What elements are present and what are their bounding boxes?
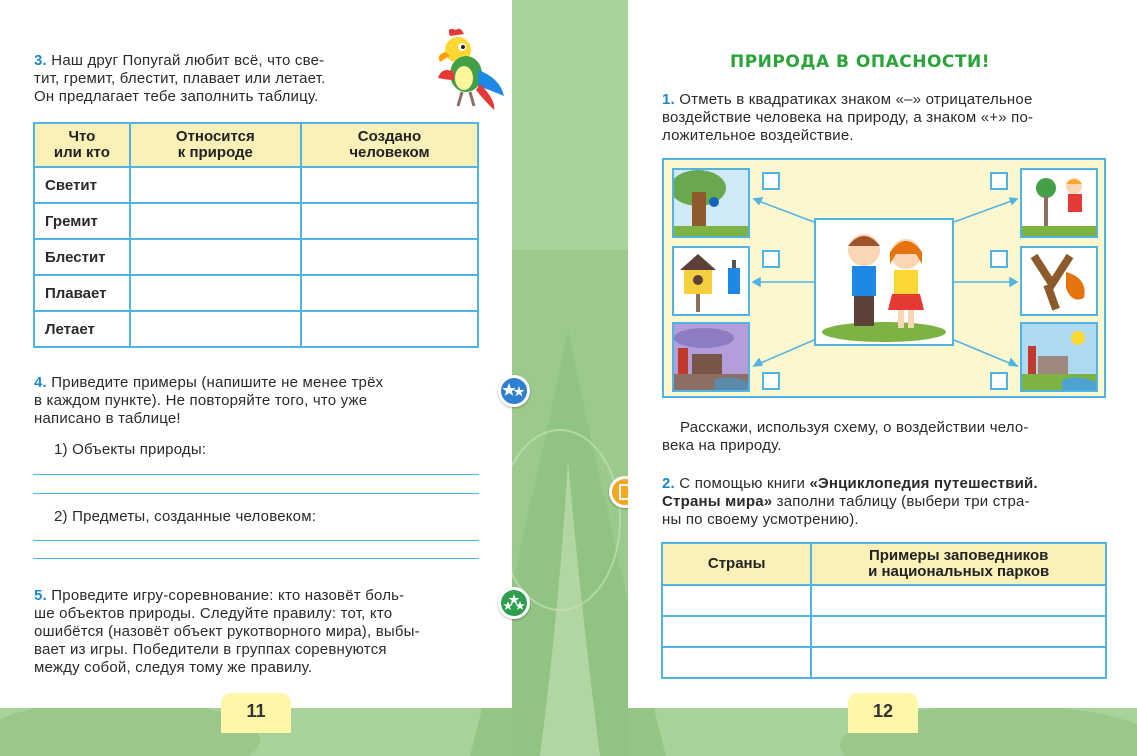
girl-planting-tree-picture xyxy=(1020,168,1098,238)
task4-item1: 1) Объекты природы: xyxy=(54,441,207,458)
task1-line3: ложительное воздействие. xyxy=(662,127,854,144)
table-row xyxy=(662,616,1106,647)
cell-input[interactable] xyxy=(301,203,478,239)
cell-input[interactable] xyxy=(130,167,301,203)
col-header-nature: Относится к природе xyxy=(130,123,301,167)
task3-number: 3. xyxy=(34,52,47,69)
cell-input[interactable] xyxy=(662,585,811,616)
col-header-parks: Примеры заповедников и национальных парков xyxy=(811,543,1106,585)
retell-line1: Расскажи, используя схему, о воздействии чело- xyxy=(680,419,1029,436)
mark-box-planting[interactable] xyxy=(990,172,1008,190)
task4-item2: 2) Предметы, созданные человеком: xyxy=(54,508,317,525)
table-row xyxy=(662,585,1106,616)
impact-scheme xyxy=(662,158,1106,398)
task2-text xyxy=(662,475,1108,529)
table-row xyxy=(662,647,1106,678)
task1-number: 1. xyxy=(662,91,675,108)
task2-book-title-1: «Энциклопедия путешествий. xyxy=(809,475,1038,492)
children-picture xyxy=(814,218,954,346)
row-label-thunders: Гремит xyxy=(34,203,130,239)
cell-input[interactable] xyxy=(811,585,1106,616)
cell-input[interactable] xyxy=(301,311,478,347)
row-label-glitters: Блестит xyxy=(34,239,130,275)
mark-box-birdhouse[interactable] xyxy=(762,250,780,268)
mark-box-polluted-factory[interactable] xyxy=(762,372,780,390)
row-label-swims: Плавает xyxy=(34,275,130,311)
table-nature-vs-man xyxy=(33,122,479,348)
task3-line2: тит, гремит, блестит, плавает или летает. xyxy=(34,70,326,87)
retell-text xyxy=(662,419,1110,455)
cell-input[interactable] xyxy=(662,647,811,678)
cell-input[interactable] xyxy=(662,616,811,647)
answer-line[interactable] xyxy=(33,558,479,559)
mark-box-slingshot[interactable] xyxy=(990,250,1008,268)
group-work-badge xyxy=(498,587,530,619)
tree-woodpecker-picture xyxy=(672,168,750,238)
cell-input[interactable] xyxy=(301,167,478,203)
polluted-factory-picture xyxy=(672,322,750,392)
birdhouse-picture xyxy=(672,246,750,316)
mark-box-tree[interactable] xyxy=(762,172,780,190)
task2-line1-pre: С помощью книги xyxy=(679,475,810,492)
answer-line[interactable] xyxy=(33,540,479,541)
task2-book-title-2: Страны мира» xyxy=(662,493,773,510)
pair-work-badge xyxy=(498,375,530,407)
page-title: ПРИРОДА В ОПАСНОСТИ! xyxy=(730,52,990,72)
parrot-illustration xyxy=(420,26,506,110)
cell-input[interactable] xyxy=(301,275,478,311)
table-countries-parks xyxy=(661,542,1107,679)
task4-text xyxy=(34,374,480,428)
col-header-countries: Страны xyxy=(662,543,811,585)
retell-line2: века на природу. xyxy=(662,437,782,454)
task4-line3: написано в таблице! xyxy=(34,410,181,427)
page-number-left: 11 xyxy=(221,693,291,733)
cell-input[interactable] xyxy=(811,647,1106,678)
cell-input[interactable] xyxy=(811,616,1106,647)
left-page xyxy=(0,0,512,708)
task5-line5: между собой, следуя тому же правилу. xyxy=(34,659,313,676)
col-header-man-made: Создано человеком xyxy=(301,123,478,167)
stars-group-icon xyxy=(503,593,525,613)
col-header-what: Что или кто xyxy=(34,123,130,167)
table-row xyxy=(34,311,478,347)
task5-line2: ше объектов природы. Следуйте правилу: тот, кто xyxy=(34,605,393,622)
task3-line3: Он предлагает тебе заполнить таблицу. xyxy=(34,88,319,105)
slingshot-picture xyxy=(1020,246,1098,316)
task1-text xyxy=(662,91,1108,145)
task4-line2: в каждом пункте). Не повторяйте того, что уже xyxy=(34,392,368,409)
table-row xyxy=(34,167,478,203)
task3-line1: Наш друг Попугай любит всё, что све- xyxy=(51,52,325,69)
task5-number: 5. xyxy=(34,587,47,604)
page-number-right: 12 xyxy=(848,693,918,733)
task2-number: 2. xyxy=(662,475,675,492)
task5-text xyxy=(34,587,480,677)
clean-factory-picture xyxy=(1020,322,1098,392)
task5-line3: ошибётся (назовёт объект рукотворного мира), выбы- xyxy=(34,623,420,640)
row-label-flies: Летает xyxy=(34,311,130,347)
task2-line3: ны по своему усмотрению). xyxy=(662,511,859,528)
task5-line1: Проведите игру-соревнование: кто назовёт боль- xyxy=(51,587,405,604)
task4-line1: Приведите примеры (напишите не менее трёх xyxy=(51,374,384,391)
row-label-shines: Светит xyxy=(34,167,130,203)
stars-icon xyxy=(503,382,525,400)
task1-line2: воздействие человека на природу, а знаком «+» по- xyxy=(662,109,1034,126)
table-row xyxy=(34,239,478,275)
cell-input[interactable] xyxy=(130,275,301,311)
task2-line2-post: заполни таблицу (выбери три стра- xyxy=(772,493,1030,510)
table-row xyxy=(34,275,478,311)
task4-number: 4. xyxy=(34,374,47,391)
answer-line[interactable] xyxy=(33,474,479,475)
task3-text xyxy=(34,52,414,106)
cell-input[interactable] xyxy=(130,239,301,275)
task5-line4: вает из игры. Победители в группах соревнуются xyxy=(34,641,387,658)
task1-line1: Отметь в квадратиках знаком «–» отрицательное xyxy=(679,91,1033,108)
answer-line[interactable] xyxy=(33,493,479,494)
table-row xyxy=(34,203,478,239)
cell-input[interactable] xyxy=(130,203,301,239)
cell-input[interactable] xyxy=(301,239,478,275)
cell-input[interactable] xyxy=(130,311,301,347)
mark-box-clean-factory[interactable] xyxy=(990,372,1008,390)
